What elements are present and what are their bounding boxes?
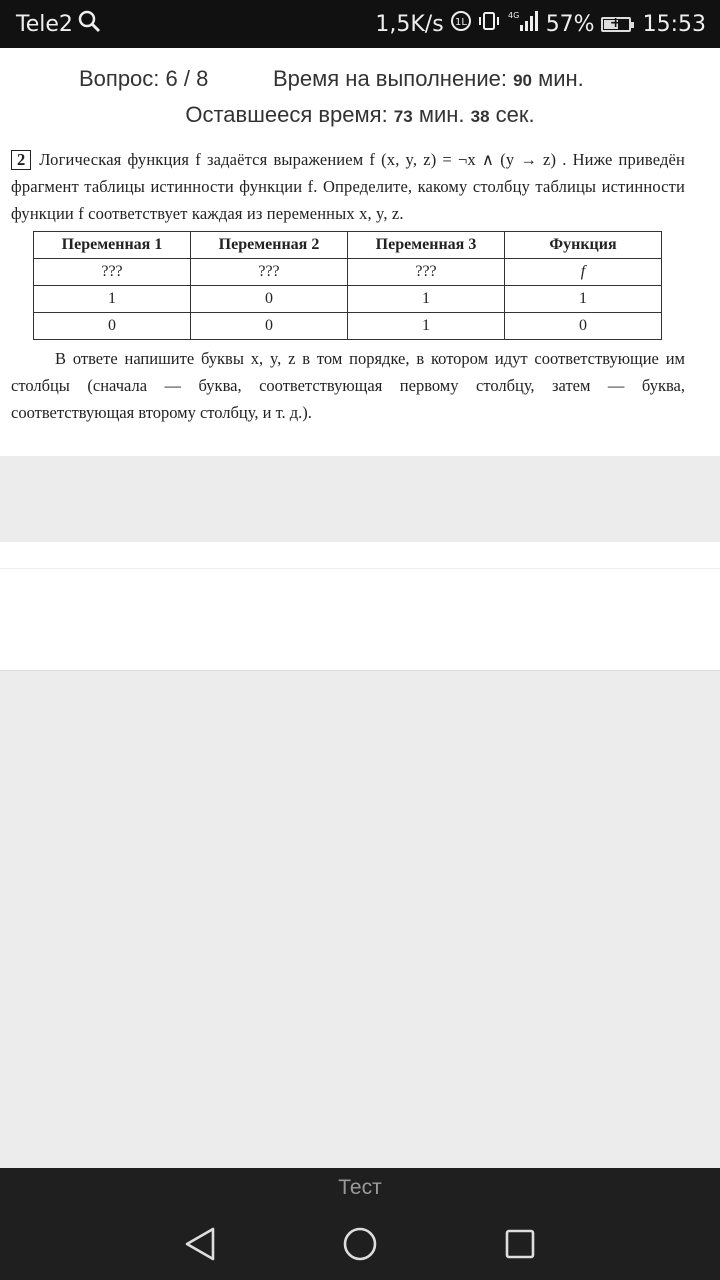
table-cell: ???: [191, 259, 348, 286]
divider: [0, 568, 720, 569]
task-number: 2: [11, 150, 31, 170]
table-cell: 1: [348, 313, 505, 340]
bottom-bar: [0, 1168, 720, 1280]
battery-percent: 57%: [545, 11, 595, 37]
network-type: 4G: [507, 11, 519, 20]
table-row: [34, 259, 662, 286]
table-row: [34, 313, 662, 340]
table-row: [34, 286, 662, 313]
table-cell: 0: [191, 313, 348, 340]
question-counter: Вопрос: 6 / 8: [79, 66, 209, 91]
remaining-time: Оставшееся время: 73 мин. 38 сек.: [185, 102, 535, 127]
answer-area[interactable]: [0, 542, 720, 671]
table-cell: 1: [34, 286, 191, 313]
home-button[interactable]: [340, 1224, 380, 1264]
answer-instruction: В ответе напишите буквы x, y, z в том порядке, в котором идут соответствующие им столбцы (сначала — буква, соответствующая первому столбцу, затем — буква, соответствующая второму столбцу, и т. д.).: [11, 349, 685, 422]
back-triangle-icon: [183, 1226, 217, 1262]
table-cell: ???: [348, 259, 505, 286]
home-circle-icon: [342, 1226, 378, 1262]
table-cell: 1: [505, 286, 662, 313]
table-cell: 0: [505, 313, 662, 340]
task-condition: [11, 146, 685, 227]
table-cell: 0: [191, 286, 348, 313]
battery-charging-icon: +: [601, 17, 631, 32]
truth-table: [33, 231, 662, 340]
table-header-row: [34, 232, 662, 259]
bottom-bar-title: Тест: [338, 1176, 382, 1199]
back-button[interactable]: [180, 1224, 220, 1264]
task-text: Логическая функция f задаётся выражением f (x, y, z) = ¬x ∧ (y → z) . Ниже приведён фрагмент таблицы истинности функции f. Определите, какому столбцу таблицы истинности функции f соответствует каждая из переменных x, y, z.: [11, 150, 685, 223]
table-cell: ???: [34, 259, 191, 286]
table-cell: 1: [348, 286, 505, 313]
time-limit: Время на выполнение: 90 мин.: [273, 66, 584, 91]
search-icon: [77, 9, 101, 39]
table-header-cell: Переменная 3: [348, 232, 505, 259]
question-card: [0, 48, 720, 456]
signal-icon: [506, 9, 540, 39]
network-speed: 1,5K/s: [375, 11, 444, 37]
table-header-cell: Функция: [505, 232, 662, 259]
table-header-cell: Переменная 1: [34, 232, 191, 259]
clock: 15:53: [642, 11, 706, 37]
table-cell: 0: [34, 313, 191, 340]
status-bar: [0, 0, 720, 48]
carrier-name: Tele2: [16, 11, 73, 37]
table-cell: f: [505, 259, 662, 286]
vibrate-icon: [478, 10, 500, 38]
svg-text:1L: 1L: [454, 17, 467, 28]
recents-square-icon: [504, 1228, 536, 1260]
data-saver-icon: [450, 10, 472, 38]
table-header-cell: Переменная 2: [191, 232, 348, 259]
recents-button[interactable]: [500, 1224, 540, 1264]
